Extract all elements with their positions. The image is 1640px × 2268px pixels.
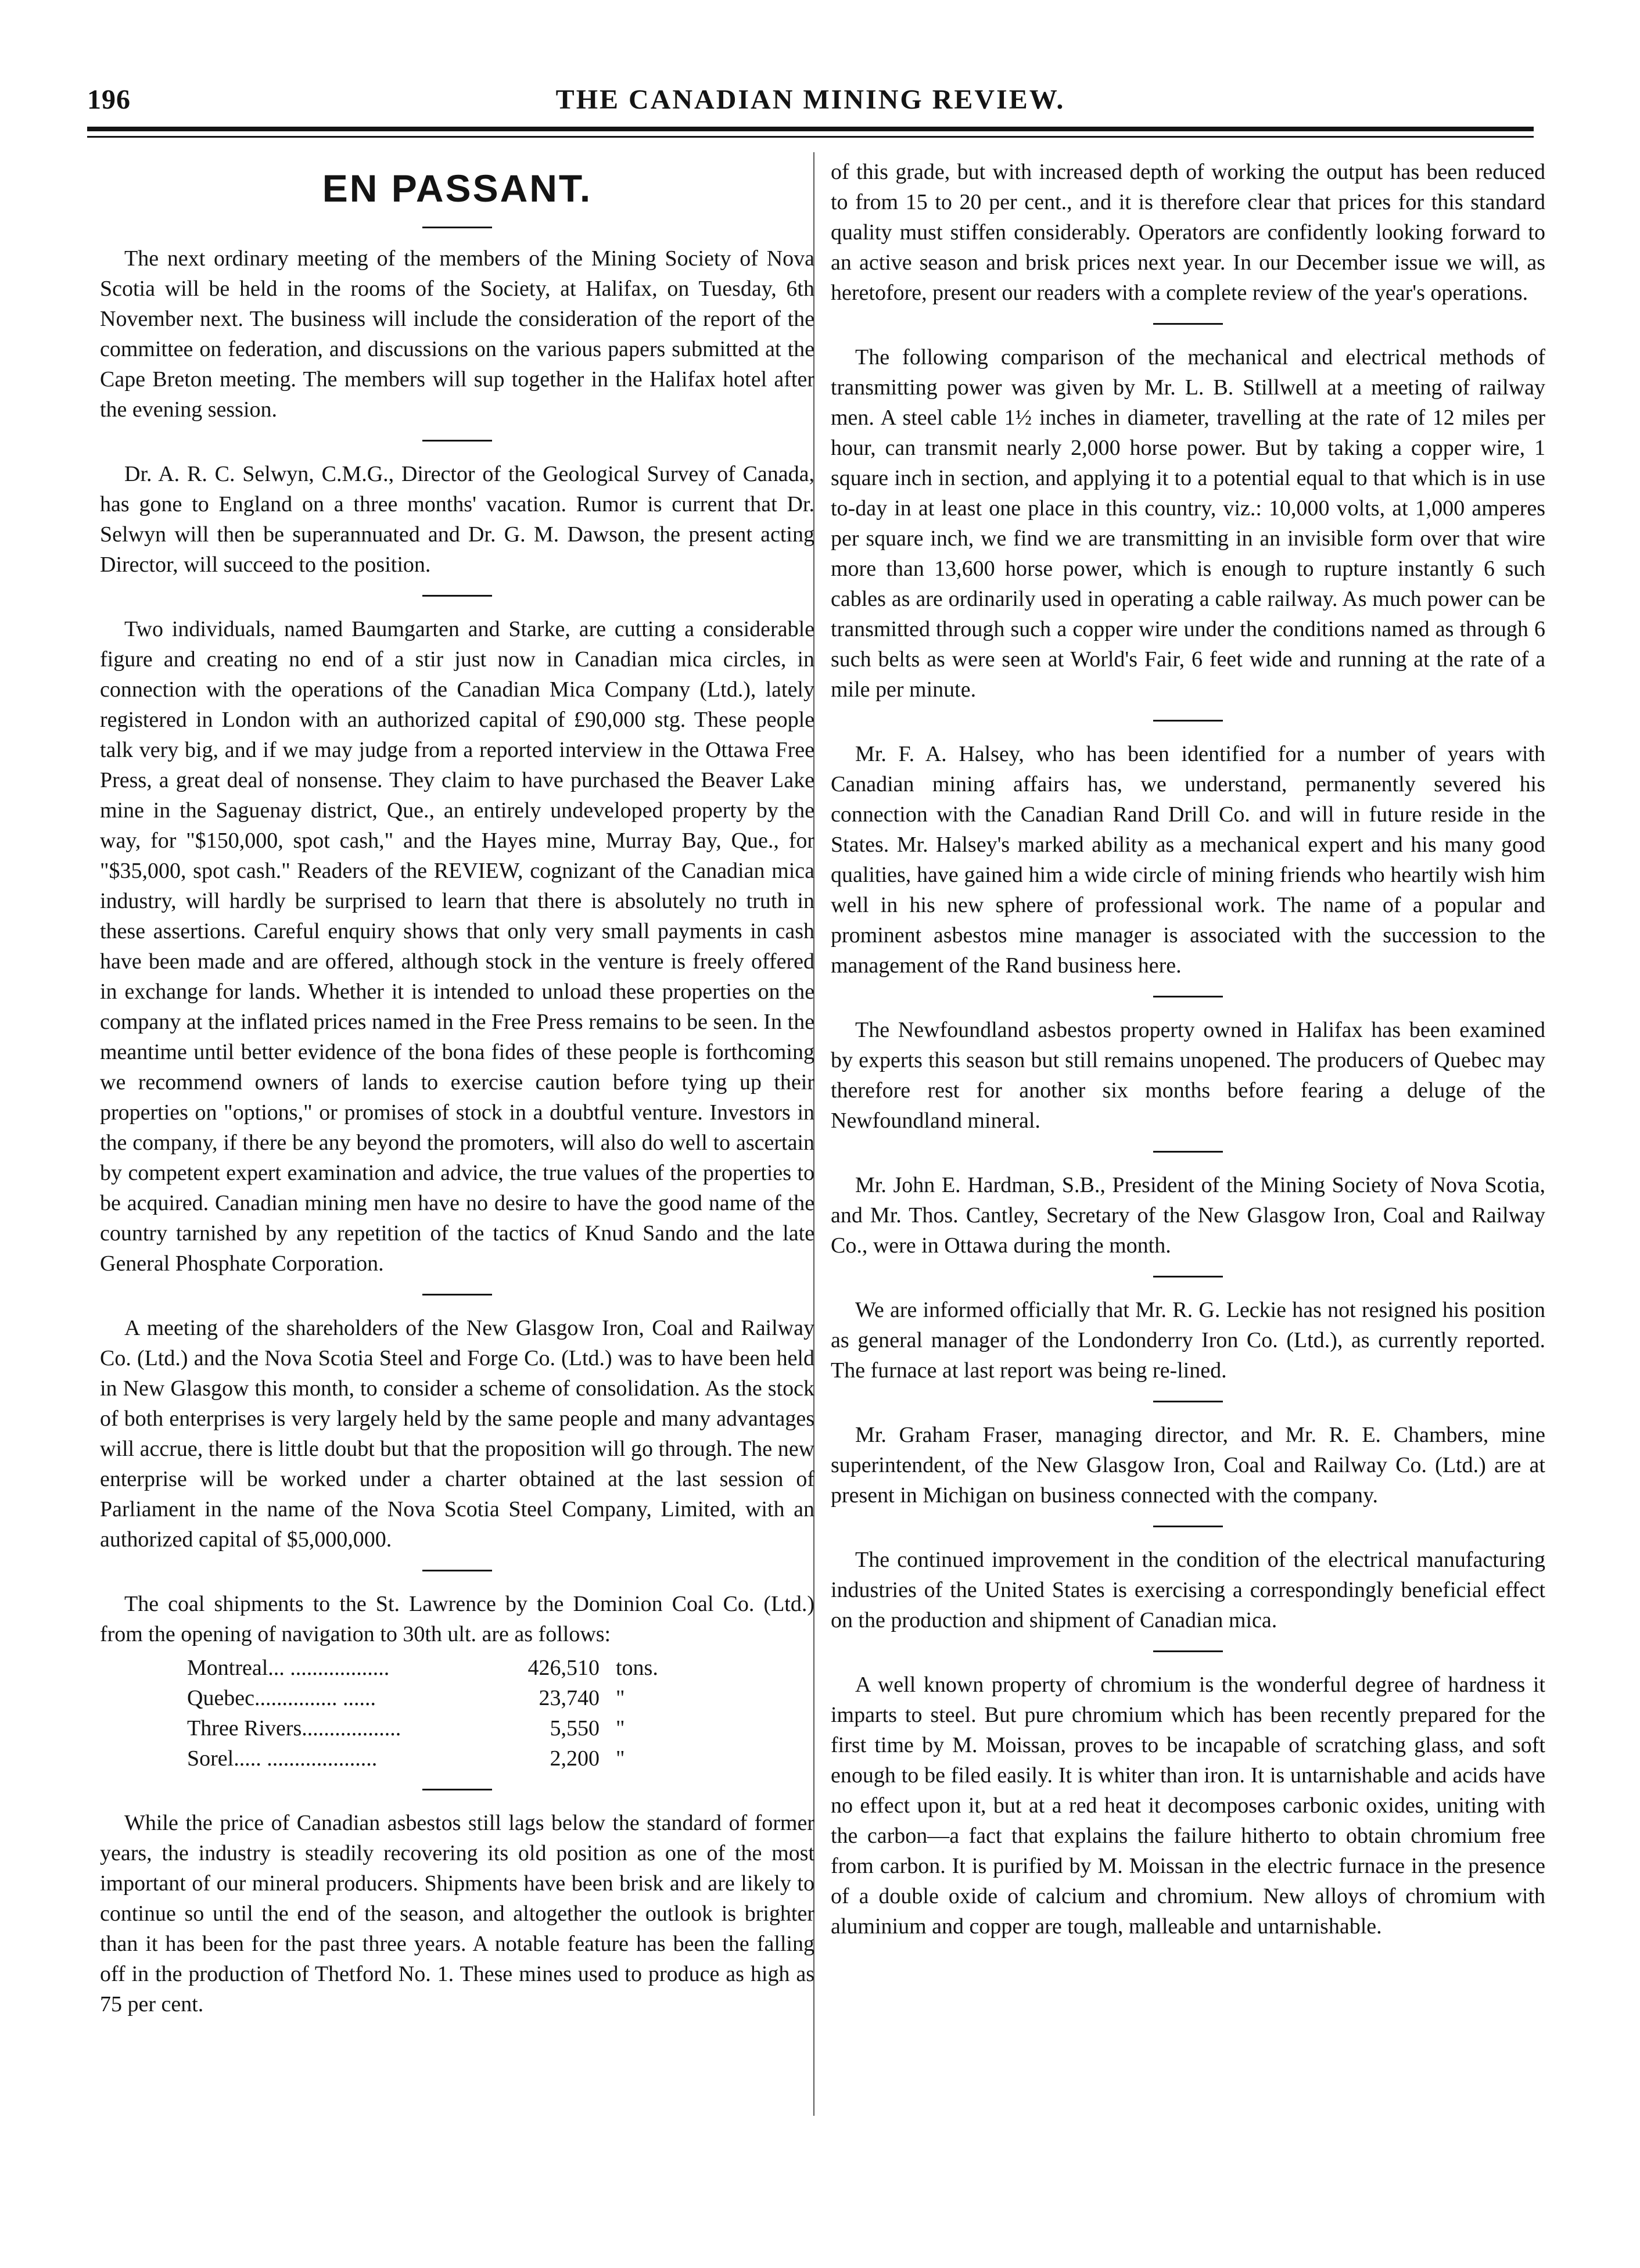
paragraph-hardman: Mr. John E. Hardman, S.B., President of the Mining Society of Nova Scotia, and Mr. Thos. Cantley, Secretary of the New Glasgow Iron, Coal and Railway Co., were in Ottawa during the month. <box>831 1173 1545 1258</box>
shipment-place: Quebec............... ...... <box>187 1686 376 1710</box>
shipment-quantity: 426,510 <box>527 1656 600 1680</box>
shipment-place: Sorel..... .................... <box>187 1746 378 1771</box>
shipment-unit: " <box>616 1716 625 1741</box>
separator <box>422 1294 492 1296</box>
paragraph-asbestos-price: While the price of Canadian asbestos still lags below the standard of former years, the industry is steadily recovering its old position as one of the most important of our mineral producers. Shipments have been brisk and are likely to continue so until the end of the season, and altogether the outlook is brighter than it has been for the past three years. A notable feature has been the falling off in the production of Thetford No. 1. These mines used to produce as high as 75 per cent. <box>100 1811 814 2016</box>
table-row <box>187 1653 658 1683</box>
separator <box>1153 1276 1223 1277</box>
paragraph-mica-improvement: The continued improvement in the condition of the electrical manufacturing industries of the United States is exercising a correspondingly beneficial effect on the production and shipment of Canadian mica. <box>831 1548 1545 1632</box>
shipment-unit: " <box>616 1746 625 1771</box>
header-rule-thick <box>87 127 1534 131</box>
shipment-unit: " <box>616 1686 625 1710</box>
separator <box>1153 1151 1223 1153</box>
paragraph-consolidation: A meeting of the shareholders of the New Glasgow Iron, Coal and Railway Co. (Ltd.) and the Nova Scotia Steel and Forge Co. (Ltd.) was to have been held in New Glasgow this month, to consider a scheme of consolidation. As the stock of both enterprises is very largely held by the same people and many advantages will accrue, there is little doubt but that the proposition will go through. The new enterprise will be worked under a charter obtained at the last session of Parliament in the name of the Nova Scotia Steel Company, Limited, with an authorized capital of $5,000,000. <box>100 1316 814 1552</box>
shipment-quantity: 5,550 <box>550 1716 600 1741</box>
page-header <box>87 81 1534 128</box>
table-row <box>187 1683 658 1713</box>
table-row <box>187 1743 658 1774</box>
right-column <box>831 157 1545 1942</box>
coal-shipments-table <box>187 1653 658 1774</box>
left-column <box>100 157 814 2019</box>
page-number: 196 <box>87 84 131 115</box>
header-rule-thin <box>87 136 1534 138</box>
separator <box>1153 323 1223 325</box>
separator <box>422 1789 492 1790</box>
shipment-unit: tons. <box>616 1656 658 1680</box>
paragraph-fraser: Mr. Graham Fraser, managing director, and Mr. R. E. Chambers, mine superintendent, of the New Glasgow Iron, Coal and Railway Co. (Ltd.) are at present in Michigan on business connected with the company. <box>831 1423 1545 1508</box>
separator <box>1153 1526 1223 1527</box>
article-title: EN PASSANT. <box>322 167 593 210</box>
paragraph-mining-society-meeting: The next ordinary meeting of the members of the Mining Society of Nova Scotia will be held in the rooms of the Society, at Halifax, on Tuesday, 6th November next. The business will include the consideration of the report of the committee on federation, and discussions on the various papers submitted at the Cape Breton meeting. The members will sup together in the Halifax hotel after the evening session. <box>100 246 814 422</box>
table-row <box>187 1713 658 1743</box>
paragraph-selwyn: Dr. A. R. C. Selwyn, C.M.G., Director of the Geological Survey of Canada, has gone to England on a three months' vacation. Rumor is current that Dr. Selwyn will then be superannuated and Dr. G. M. Dawson, the present acting Director, will succeed to the position. <box>100 462 814 577</box>
paragraph-leckie: We are informed officially that Mr. R. G. Leckie has not resigned his position as general manager of the Londonderry Iron Co. (Ltd.), as currently reported. The furnace at last report was being re-lined. <box>831 1298 1545 1383</box>
separator <box>1153 720 1223 722</box>
shipment-quantity: 2,200 <box>550 1746 600 1771</box>
paragraph-power-transmission: The following comparison of the mechanical and electrical methods of transmitting power was given by Mr. L. B. Stillwell at a meeting of railway men. A steel cable 1½ inches in diameter, travelling at the rate of 12 miles per hour, can transmit nearly 2,000 horse power. But by taking a copper wire, 1 square inch in section, and applying it to a potential equal to that which is in use to-day in at least one place in this country, viz.: 10,000 volts, at 1,000 amperes per square inch, we find we are transmitting in an invisible form over that wire more than 13,600 horse power, which is enough to rupture instantly 6 such cables as are ordinarily used in operating a cable railway. As much power can be transmitted through such a copper wire under the conditions named as through 6 such belts as were seen at World's Fair, 6 feet wide and running at the rate of a mile per minute. <box>831 345 1545 702</box>
separator <box>422 595 492 597</box>
paragraph-halsey: Mr. F. A. Halsey, who has been identified for a number of years with Canadian mining affairs has, we understand, permanently severed his connection with the Canadian Rand Drill Co. and will in future reside in the States. Mr. Halsey's marked ability as a mechanical expert and his many good qualities, have gained him a wide circle of mining friends who heartily wish him well in his new sphere of professional work. The name of a popular and prominent asbestos mine manager is associated with the succession to the management of the Rand business here. <box>831 742 1545 978</box>
paragraph-chromium: A well known property of chromium is the wonderful degree of hardness it imparts to steel. But pure chromium which has been recently prepared for the first time by M. Moissan, proves to be incapable of scratching glass, and soft enough to be filed easily. It is whiter than iron. It is untarnishable and acids have no effect upon it, but at a red heat it decomposes carbonic oxides, uniting with the carbon—a fact that explains the failure hitherto to obtain chromium free from carbon. It is purified by M. Moissan in the electric furnace in the presence of a double oxide of calcium and chromium. New alloys of chromium with aluminium and copper are tough, malleable and untarnishable. <box>831 1673 1545 1939</box>
paragraph-mica-company: Two individuals, named Baumgarten and Starke, are cutting a considerable figure and creating no end of a stir just now in Canadian mica circles, in connection with the operations of the Canadian Mica Company (Ltd.), lately registered in London with an authorized capital of £90,000 stg. These people talk very big, and if we may judge from a reported interview in the Ottawa Free Press, a great deal of nonsense. They claim to have purchased the Beaver Lake mine in the Saguenay district, Que., an entirely undeveloped property by the way, for "$150,000, spot cash," and the Hayes mine, Murray Bay, Que., for "$35,000, spot cash." Readers of the REVIEW, cognizant of the Canadian mica industry, will hardly be surprised to learn that there is absolutely no truth in these assertions. Careful enquiry shows that only very small payments in cash have been made and are offered, although stock in the venture is freely offered in exchange for lands. Whether it is intended to unload these properties on the company at the inflated prices named in the Free Press remains to be seen. In the meantime until better evidence of the bona fides of these people is forthcoming we recommend owners of lands to exercise caution before tying up their properties on "options," or promises of stock in a doubtful venture. Investors in the company, if there be any beyond the promoters, will also do well to ascertain by competent expert examination and advice, the true values of the properties to be acquired. Canadian mining men have no desire to have the good name of the country tarnished by any repetition of the tactics of Knud Sando and the late General Phosphate Corporation. <box>100 617 814 1276</box>
separator <box>422 227 492 228</box>
paragraph-asbestos-continued: of this grade, but with increased depth of working the output has been reduced to from 15 to 20 per cent., and it is therefore clear that prices for this standard quality must stiffen considerably. Operators are confidently looking forward to an active season and brisk prices next year. In our December issue we will, as heretofore, present our readers with a complete review of the year's operations. <box>831 160 1545 305</box>
separator <box>422 440 492 442</box>
paragraph-coal-shipments: The coal shipments to the St. Lawrence by the Dominion Coal Co. (Ltd.) from the opening of navigation to 30th ult. are as follows: <box>100 1592 814 1646</box>
separator <box>1153 1650 1223 1652</box>
shipment-quantity: 23,740 <box>539 1686 600 1710</box>
separator <box>1153 1401 1223 1402</box>
running-title: THE CANADIAN MINING REVIEW. <box>555 84 1065 115</box>
separator <box>1153 996 1223 997</box>
shipment-place: Montreal... .................. <box>187 1656 390 1680</box>
separator <box>422 1570 492 1571</box>
shipment-place: Three Rivers.................. <box>187 1716 401 1741</box>
paragraph-newfoundland-asbestos: The Newfoundland asbestos property owned in Halifax has been examined by experts this season but still remains unopened. The producers of Quebec may therefore rest for another six months before fearing a deluge of the Newfoundland mineral. <box>831 1018 1545 1133</box>
